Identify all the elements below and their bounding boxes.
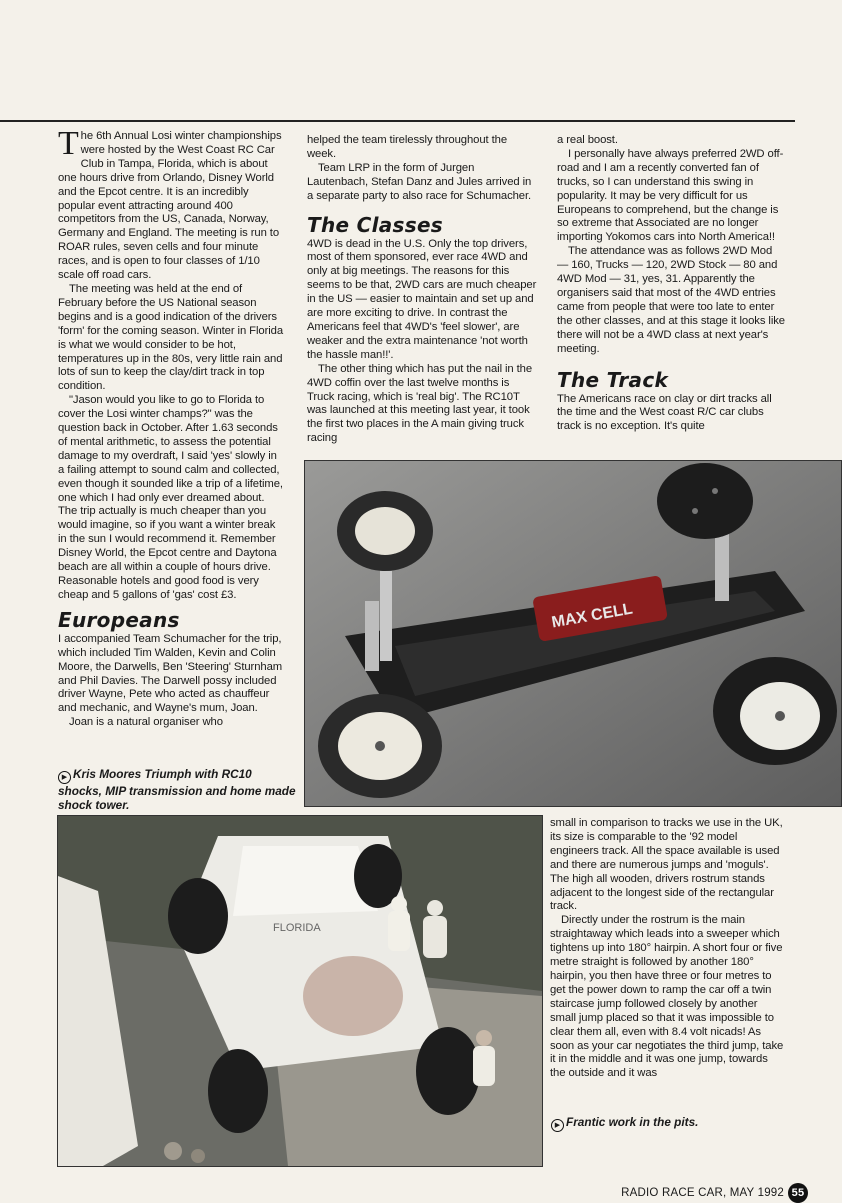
paragraph: 4WD is dead in the U.S. Only the top drivers, most of them sponsored, ever race 4WD and only at big meetings. The reasons for this seems to be that, 2WD cars are much cheaper in the US — easier to maintain and set up and are more exciting to drive. In contrast the Americans feel that 4WD's 'feel slower', are weaker and the extra maintenance 'not worth the hassle man!!'.	[307, 237, 537, 361]
rear-right-wheel	[713, 657, 837, 765]
photo-truck-pits	[57, 815, 543, 1167]
paragraph: The meeting was held at the end of February before the US National season begins and is a good indication of the drivers 'form' for the coming season. Winter in Florida is what we would consider to be hot, temperatures up in the 80s, very little rain and lots of sun to keep the clay/dirt track in top condition.	[58, 282, 284, 393]
column-2	[307, 134, 537, 446]
arrow-icon: ▶	[58, 771, 71, 784]
rear-left-wheel	[657, 463, 753, 539]
paragraph: a real boost.	[557, 134, 618, 146]
front-right-wheel	[318, 694, 442, 798]
paragraph: "Jason would you like to go to Florida to cover the Losi winter champs?" was the question back in October. After 1.63 seconds of mental arithmetic, to assess the potential damage to my overdraft, I said 'yes' slowly in a failing attempt to sound calm and collected, even though it sounded like a trip of a lifetime, one which I had only ever dreamed about. The trip actually is much cheaper than you would imagine, so if you want a winter break in the sun I would recommend it. Remember Disney World, the Epcot centre and Daytona beach are all within a couple of hours drive. Reasonable hotels and good food is very cheap and 5 gallons of 'gas' cost £3.	[58, 394, 283, 601]
section-heading-europeans: Europeans	[58, 607, 180, 632]
front-left-wheel	[337, 491, 433, 571]
paragraph: helped the team tirelessly throughout the week.	[307, 134, 508, 160]
paragraph: The Americans race on clay or dirt tracks all the time and the West coast R/C car clubs track is no exception. It's quite	[557, 392, 772, 433]
photo-caption-1: ▶ Kris Moores Triumph with RC10 shocks, MIP transmission and home made shock tower.	[58, 767, 296, 812]
paragraph: Directly under the rostrum is the main straightaway which leads into a sweeper which tightens up into 180° hairpin. A short four or five metre straight is followed by another 180° hairpin, you then have three or four metres to get the power down to ramp the car off a twin staircase jump followed closely by another small jump placed so that it was impossible to clear them all, even with 8.4 volt nicads! As soon as your car negotiates the third jump, take it in the middle and it was one jump, towards the outside and it was	[550, 914, 784, 1080]
column-4	[550, 817, 786, 1081]
top-rule	[0, 120, 795, 122]
column-1	[58, 125, 286, 730]
decal-text: MAX CELL	[550, 600, 634, 632]
section-heading-classes: The Classes	[307, 212, 444, 237]
paragraph: Joan is a natural organiser who	[69, 716, 223, 729]
footer-publication: RADIO RACE CAR, MAY 1992	[621, 1187, 784, 1199]
page-number: 55	[788, 1183, 808, 1203]
drop-cap: T	[58, 125, 79, 162]
page-footer	[621, 1183, 808, 1203]
paragraph: The attendance was as follows 2WD Mod — 160, Trucks — 120, 2WD Stock — 80 and 4WD Mod — 31, yes, 31. Apparently the organisers said that most of the 4WD entries came from people that were too late to enter the other classes, and at this stage it looks like there will not be a 4WD class at next year's meeting.	[557, 245, 785, 355]
paragraph: I accompanied Team Schumacher for the trip, which included Tim Walden, Kevin and Colin Moore, the Darwells, Ben 'Steering' Sturnham and Phil Davies. The Darwell possy included driver Wayne, Pete who acted as chauffeur and mechanic, and Wayne's mum, Joan.	[58, 632, 283, 715]
arrow-icon: ▶	[551, 1119, 564, 1132]
truck-illustration	[58, 816, 542, 1166]
photo-caption-2: ▶ Frantic work in the pits.	[551, 1115, 791, 1132]
paragraph: The other thing which has put the nail in the 4WD coffin over the last twelve months is Truck racing, which is 'real big'. The RC10T was launched at this meeting last year, it took the first two places in the A main giving truck racing	[307, 362, 533, 445]
column-3	[557, 134, 785, 434]
section-heading-track: The Track	[557, 367, 669, 392]
decal-text: FLORIDA	[273, 922, 321, 934]
paragraph: I personally have always preferred 2WD off-road and I am a recently converted fan of trucks, so I can understand this swing in popularity. It may be very difficult for us Europeans to comprehend, but the change is so extreme that Associated are no longer importing Yokomos cars into North America!!	[557, 147, 784, 244]
buggy-illustration	[305, 461, 841, 806]
intro-paragraph: The 6th Annual Losi winter championships were hosted by the West Coast RC Car Club in Tampa, Florida, which is about one hours drive from Orlando, Disney World and the Epcot centre. It is an incredibly popular event attracting around 400 competitors from the US, Canada, Norway, Germany and England. The meeting is run to ROAR rules, seven cells and four minute races, and is open to four classes of 1/10 scale off road cars.	[58, 125, 282, 282]
photo-buggy-chassis	[304, 460, 842, 807]
paragraph: Team LRP in the form of Jurgen Lautenbach, Stefan Danz and Jules arrived in a separate party to also race for Schumacher.	[307, 161, 532, 202]
paragraph: small in comparison to tracks we use in the UK, its size is comparable to the '92 model engineers track. All the space available is used and there are numerous jumps and 'moguls'. The high all wooden, drivers rostrum stands adjacent to the longest side of the rectangular track.	[550, 817, 783, 913]
